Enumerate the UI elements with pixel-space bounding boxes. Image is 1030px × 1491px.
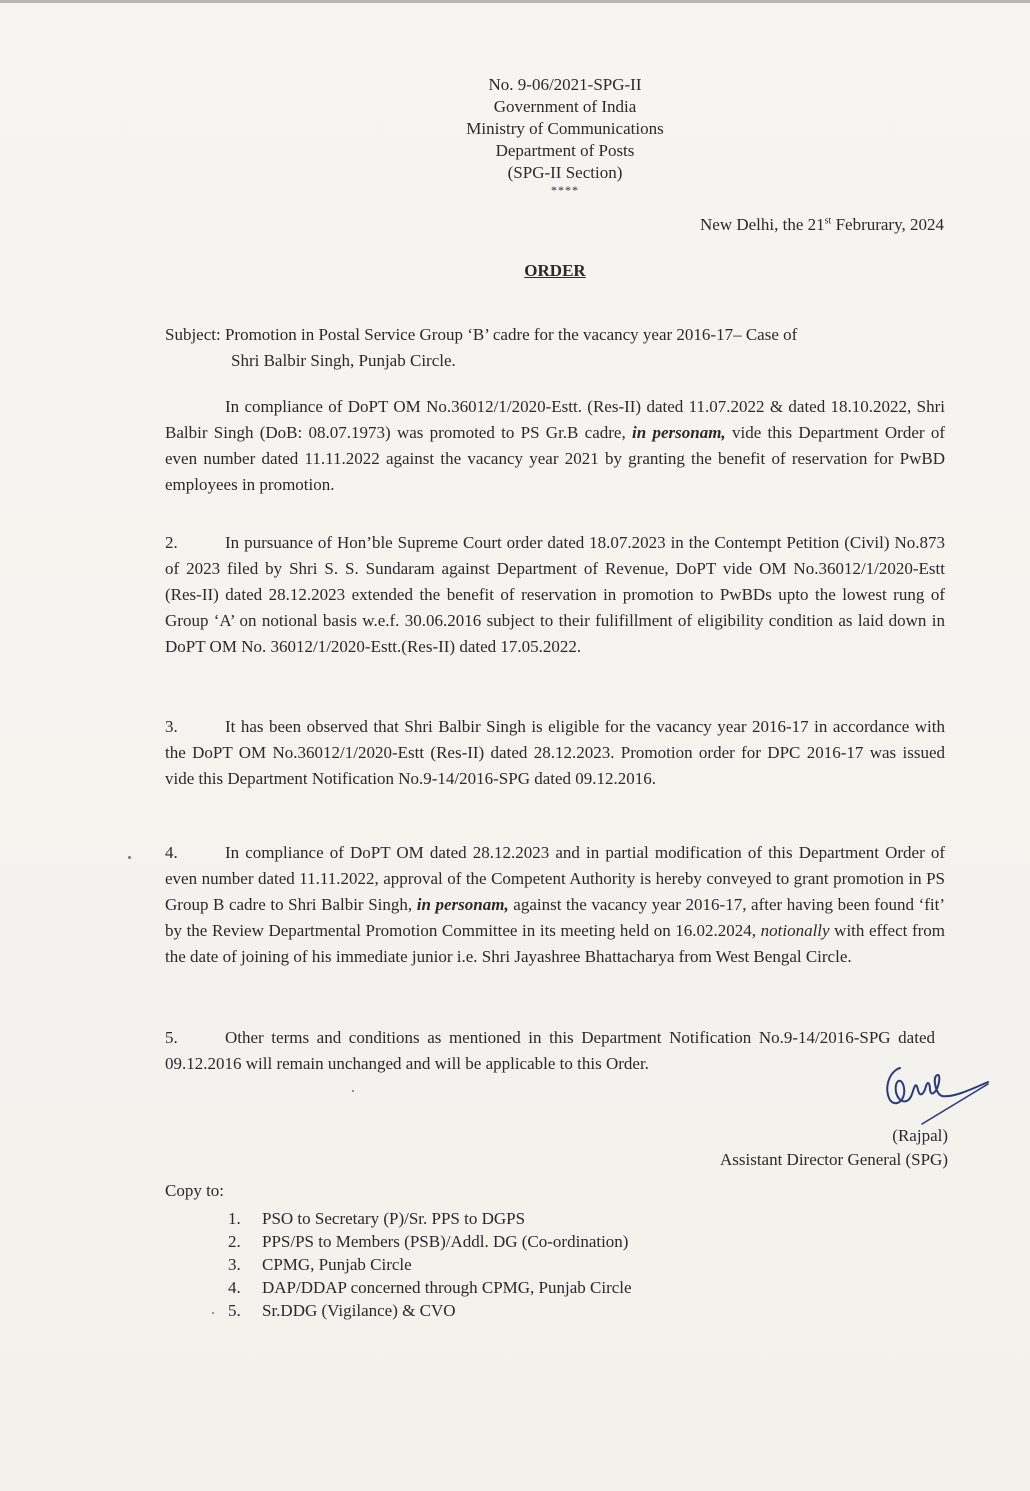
para4-emphasis: in personam, bbox=[416, 895, 509, 914]
dateline-sup: st bbox=[824, 215, 832, 227]
scan-speck bbox=[212, 1312, 214, 1314]
para3-number: 3. bbox=[165, 717, 178, 736]
para1-text-c: vide this Department Order of even number dated 11.11.2022 against the vacancy year 2021 by granting the benefit of reservation for PwBD employees in promotion. bbox=[165, 423, 945, 494]
subject bbox=[165, 322, 945, 374]
list-item: 3. CPMG, Punjab Circle bbox=[228, 1255, 412, 1274]
paragraph-2 bbox=[165, 530, 945, 660]
file-number: No. 9-06/2021-SPG-II bbox=[488, 75, 642, 94]
list-item: 1. PSO to Secretary (P)/Sr. PPS to DGPS bbox=[228, 1209, 526, 1228]
signer-name: (Rajpal) bbox=[892, 1126, 948, 1145]
dateline-suffix: Februrary, 2024 bbox=[831, 215, 944, 234]
paragraph-5 bbox=[165, 1025, 935, 1077]
ministry: Ministry of Communications bbox=[466, 119, 664, 138]
para3-text: It has been observed that Shri Balbir Singh is eligible for the vacancy year 2016-17 in accordance with the DoPT OM No.36012/1/2020-Estt (Res-II) dated 28.12.2023. Promotion order for DPC 2016-17 was issued vide this Department Notification No.9-14/2016-SPG dated 09.12.2016. bbox=[165, 717, 945, 788]
para4-text-e: with effect from the date of joining of his immediate junior i.e. Shri Jayashree Bhattacharya from West Bengal Circle. bbox=[165, 921, 945, 966]
subject-line-2: Shri Balbir Singh, Punjab Circle. bbox=[231, 351, 456, 370]
para2-number: 2. bbox=[165, 533, 178, 552]
letterhead bbox=[0, 74, 1030, 196]
department: Department of Posts bbox=[495, 141, 635, 160]
copy-to-label: Copy to: bbox=[165, 1181, 225, 1200]
paragraph-3 bbox=[165, 714, 945, 792]
signer-designation: Assistant Director General (SPG) bbox=[719, 1150, 948, 1169]
scan-speck bbox=[128, 856, 131, 859]
section: (SPG-II Section) bbox=[507, 163, 623, 182]
copy-to-list bbox=[228, 1207, 632, 1322]
list-item: 4. DAP/DDAP concerned through CPMG, Punjab Circle bbox=[228, 1278, 632, 1297]
scan-edge bbox=[0, 0, 1030, 3]
government: Government of India bbox=[493, 97, 637, 116]
paragraph-4 bbox=[165, 840, 945, 970]
separator-stars: **** bbox=[551, 183, 579, 197]
para4-text-a: In compliance of DoPT OM dated 28.12.2023 and in partial modification of this Department Order of even number dated 11.11.2022, approval of the Competent Authority is hereby conveyed to grant promotion in PS Group B cadre to Shri Balbir Singh, bbox=[165, 843, 945, 914]
list-item: 5. Sr.DDG (Vigilance) & CVO bbox=[228, 1301, 456, 1320]
para4-italic: notionally bbox=[760, 921, 830, 940]
dateline bbox=[700, 215, 944, 235]
para4-number: 4. bbox=[165, 843, 178, 862]
para1-emphasis: in personam, bbox=[632, 423, 726, 442]
para4-text-c: against the vacancy year 2016-17, after having been found ‘fit’ by the Review Departmental Promotion Committee in its meeting held on 16.02.2024, bbox=[165, 895, 945, 940]
para2-text: In pursuance of Hon’ble Supreme Court order dated 18.07.2023 in the Contempt Petition (Civil) No.873 of 2023 filed by Shri S. S. Sundaram against Department of Revenue, DoPT vide OM No.36012/1/2020-Estt (Res-II) dated 28.12.2023 extended the benefit of reservation in promotion to PwBDs upto the lowest rung of Group ‘A’ on notional basis w.e.f. 30.06.2016 subject to their fulifillment of eligibility condition as laid down in DoPT OM No. 36012/1/2020-Estt.(Res-II) dated 17.05.2022. bbox=[165, 533, 945, 656]
dateline-prefix: New Delhi, the 21 bbox=[700, 215, 825, 234]
para1-text-a: In compliance of DoPT OM No.36012/1/2020-Estt. (Res-II) dated 11.07.2022 & dated 18.10.2022, Shri Balbir Singh (DoB: 08.07.1973) was promoted to PS Gr.B cadre, bbox=[165, 397, 945, 442]
order-title: ORDER bbox=[524, 261, 586, 280]
subject-line-1: Subject: Promotion in Postal Service Group ‘B’ cadre for the vacancy year 2016-17– Case of bbox=[165, 325, 798, 344]
para5-text: Other terms and conditions as mentioned in this Department Notification No.9-14/2016-SPG dated 09.12.2016 will remain unchanged and will be applicable to this Order. bbox=[165, 1028, 935, 1073]
para5-number: 5. bbox=[165, 1028, 178, 1047]
paragraph-1 bbox=[165, 394, 945, 498]
scan-speck bbox=[352, 1090, 354, 1092]
list-item: 2. PPS/PS to Members (PSB)/Addl. DG (Co-ordination) bbox=[228, 1232, 629, 1251]
